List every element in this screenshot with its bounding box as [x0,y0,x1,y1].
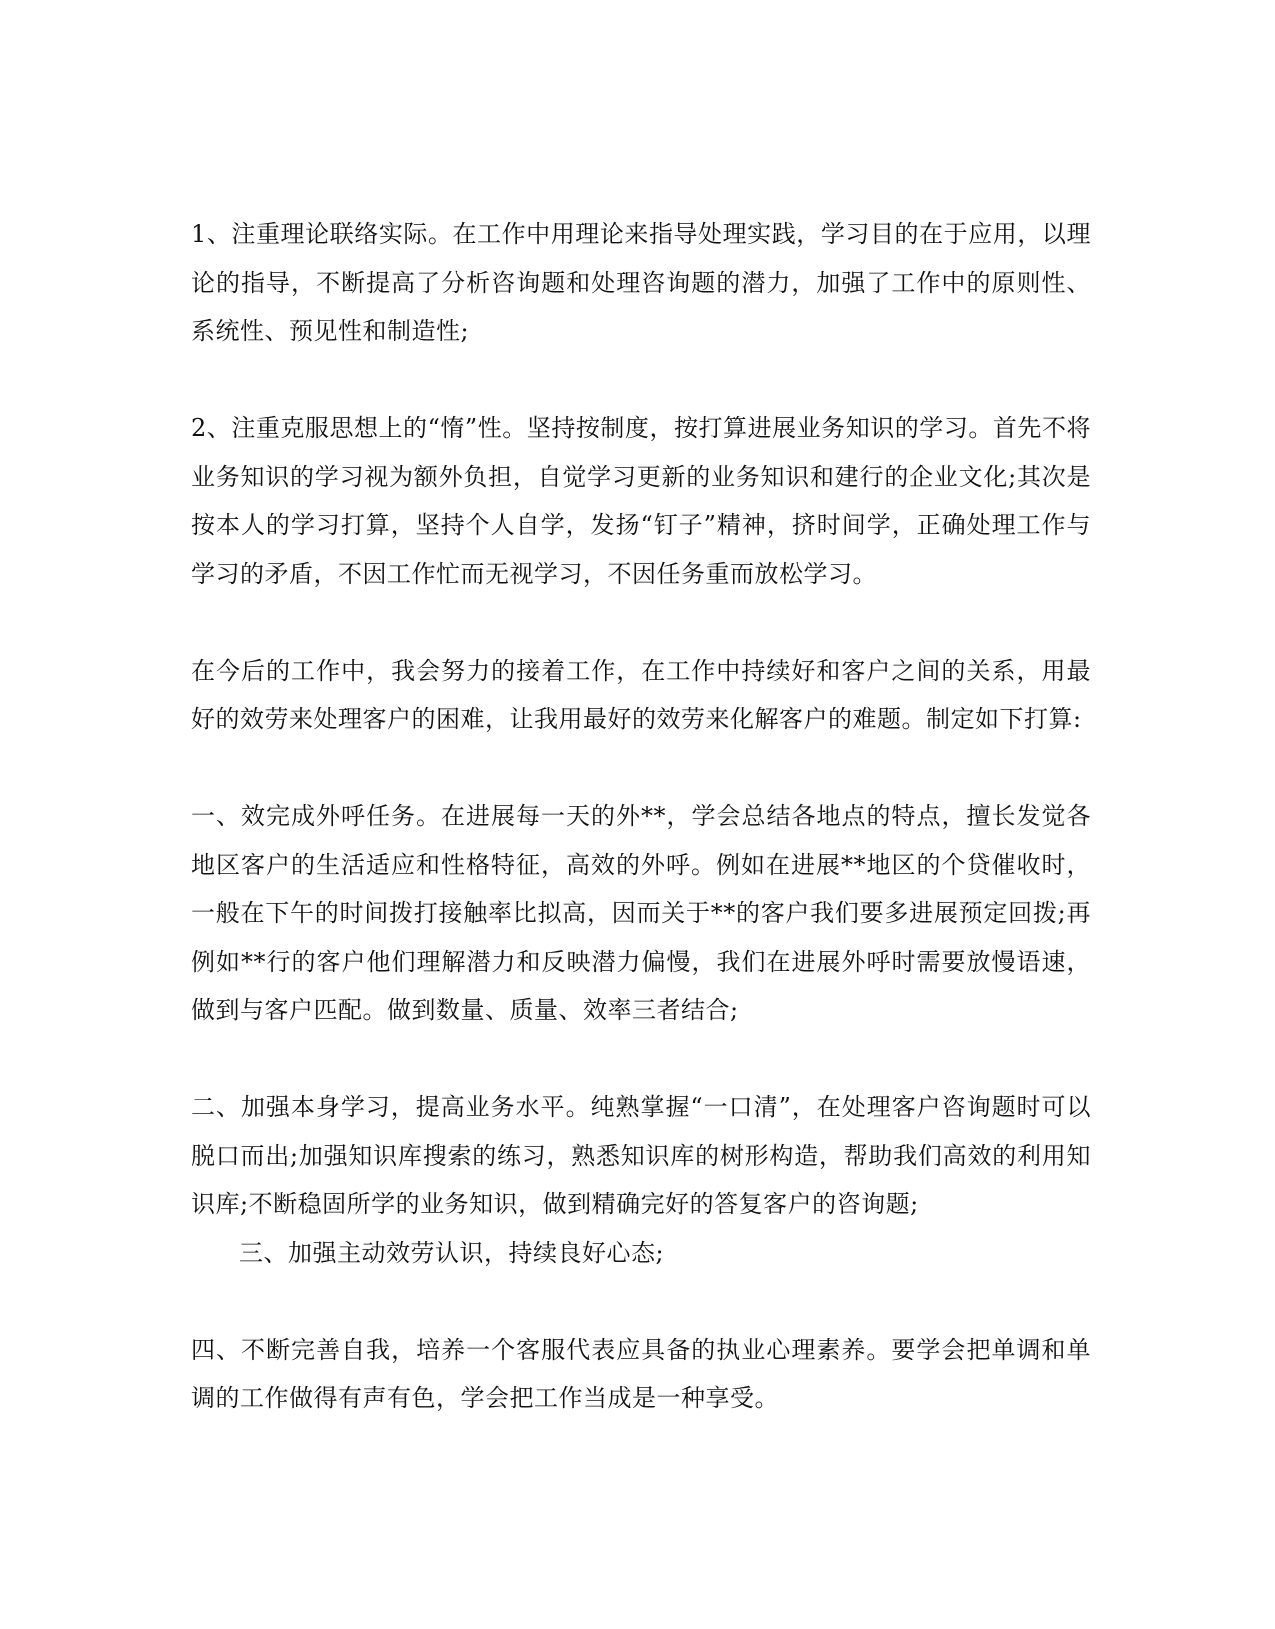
paragraph-6: 三、加强主动效劳认识，持续良好心态; [239,1238,665,1267]
paragraph-1: 1、注重理论联络实际。在工作中用理论来指导处理实践，学习目的在于应用，以理论的指导，不断提高了分析咨询题和处理咨询题的潜力，加强了工作中的原则性、系统性、预见性和制造性; [191,220,1091,345]
paragraph-2: 2、注重克服思想上的“惰”性。坚持按制度，按打算进展业务知识的学习。首先不将业务知识的学习视为额外负担，自觉学习更新的业务知识和建行的企业文化;其次是按本人的学习打算，坚持个人自学，发扬“钉子”精神，挤时间学，正确处理工作与学习的矛盾，不因工作忙而无视学习，不因任务重而放松学习。 [191,414,1091,588]
document-body [191,210,1091,1471]
paragraph-3: 在今后的工作中，我会努力的接着工作，在工作中持续好和客户之间的关系，用最好的效劳来处理客户的困难，让我用最好的效劳来化解客户的难题。制定如下打算: [191,656,1091,733]
paragraph-4: 一、效完成外呼任务。在进展每一天的外**，学会总结各地点的特点，擅长发觉各地区客户的生活适应和性格特征，高效的外呼。例如在进展**地区的个贷催收时，一般在下午的时间拨打接触率比拟高，因而关于**的客户我们要多进展预定回拨;再例如**行的客户他们理解潜力和反映潜力偏慢，我们在进展外呼时需要放慢语速，做到与客户匹配。做到数量、质量、效率三者结合; [191,802,1091,1024]
paragraph-5: 二、加强本身学习，提高业务水平。纯熟掌握“一口清”，在处理客户咨询题时可以脱口而出;加强知识库搜索的练习，熟悉知识库的树形构造，帮助我们高效的利用知识库;不断稳固所学的业务知识，做到精确完好的答复客户的咨询题; [191,1093,1091,1218]
paragraph-7: 四、不断完善自我，培养一个客服代表应具备的执业心理素养。要学会把单调和单调的工作做得有声有色，学会把工作当成是一种享受。 [191,1335,1091,1412]
